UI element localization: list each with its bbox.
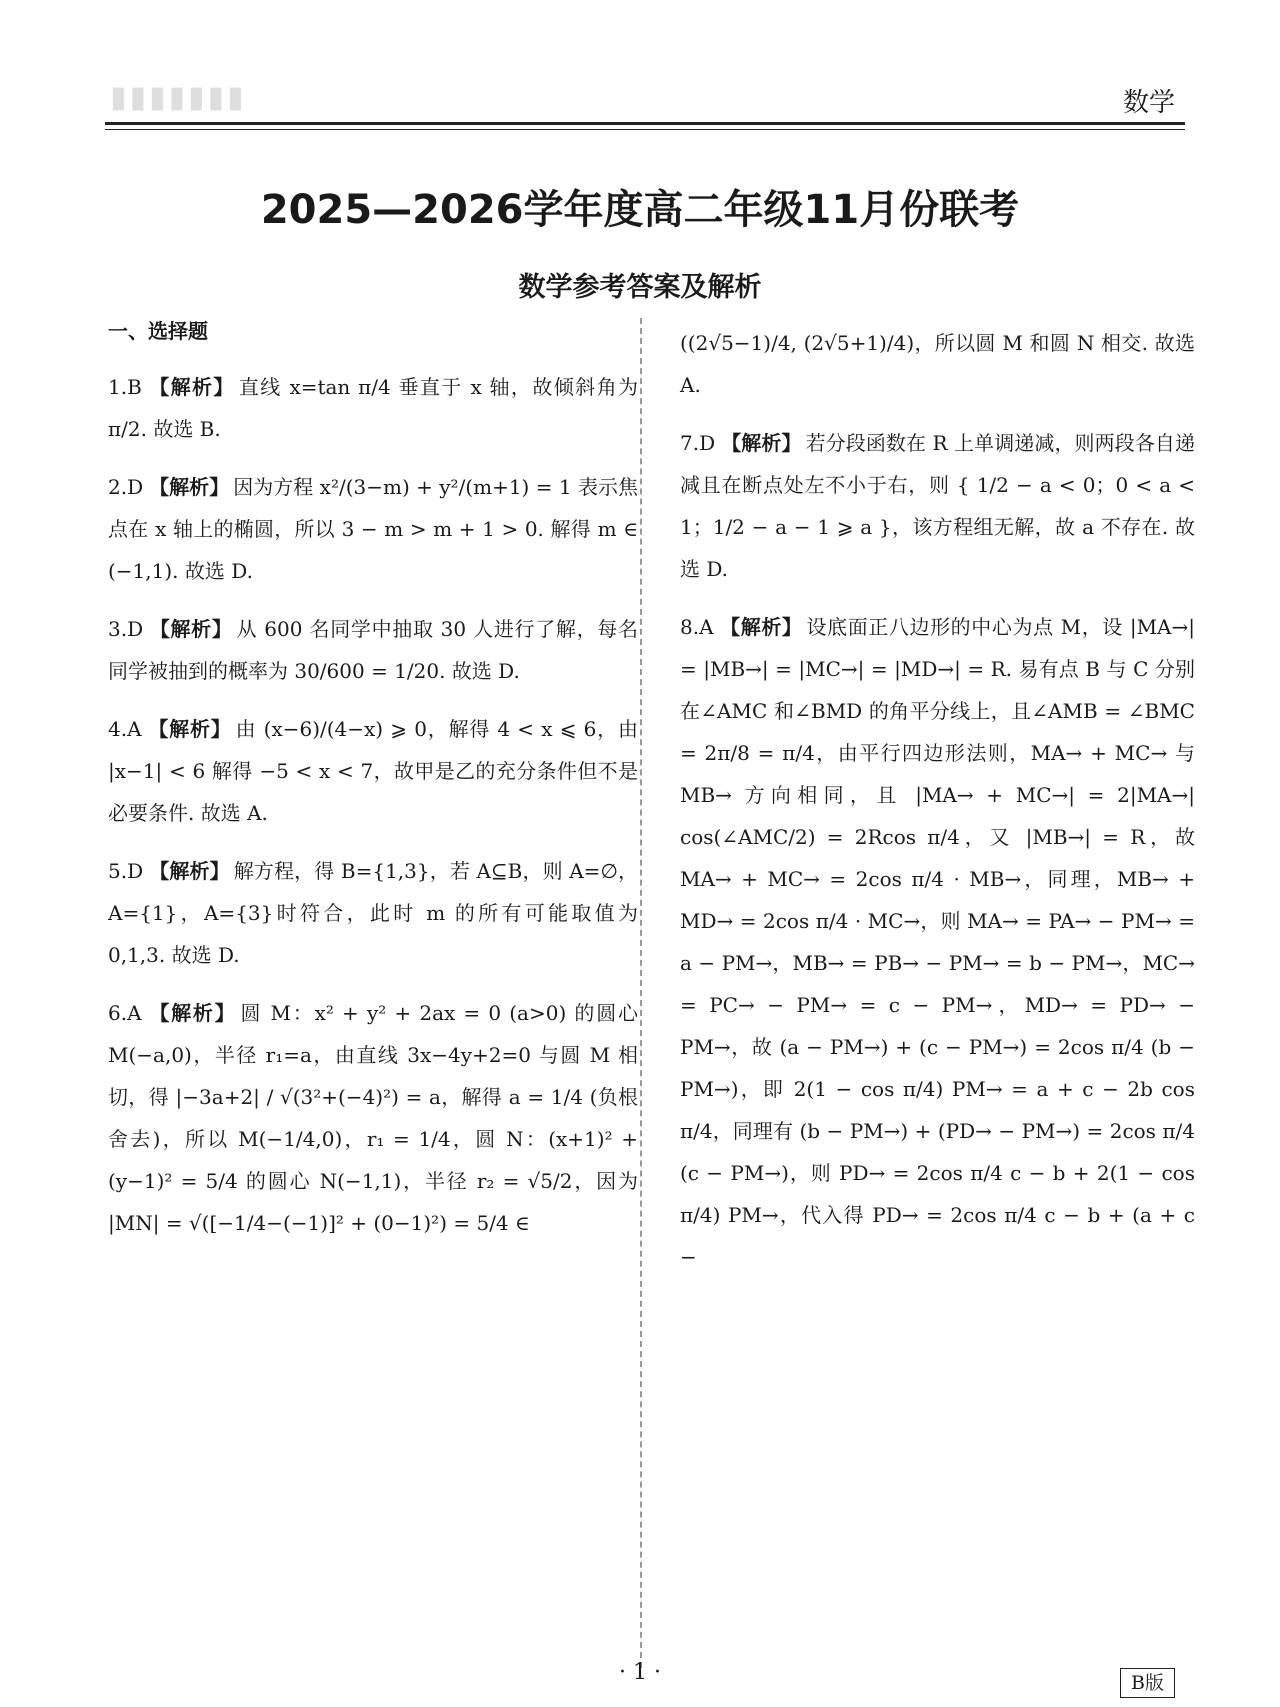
- answer-item-8: [680, 606, 1195, 1278]
- answer-text: 由 (x−6)/(4−x) ⩾ 0，解得 4 < x ⩽ 6，由 |x−1| < 6 解得 −5 < x < 7，故甲是乙的充分条件但不是必要条件. 故选 A.: [108, 717, 639, 825]
- header-rule-thin: [105, 129, 1185, 130]
- answer-text: ((2√5−1)/4, (2√5+1)/4)，所以圆 M 和圆 N 相交. 故选 A.: [680, 331, 1195, 397]
- answer-item-1: [108, 366, 638, 450]
- answer-text: 从 600 名同学中抽取 30 人进行了解，每名同学被抽到的概率为 30/600 = 1/20. 故选 D.: [108, 617, 638, 683]
- answer-item-2: [108, 466, 638, 592]
- answer-number: 4.A: [108, 717, 142, 741]
- analysis-tag: 【解析】: [149, 475, 230, 499]
- answer-item-6: [108, 992, 638, 1244]
- answer-number: 5.D: [108, 859, 144, 883]
- analysis-tag: 【解析】: [147, 717, 232, 741]
- left-column: [108, 310, 638, 1260]
- answer-text: 若分段函数在 R 上单调递减，则两段各自递减且在断点处左不小于右，则 { 1/2 − a < 0；0 < a < 1；1/2 − a − 1 ⩾ a }，该方程组无解，故 a 不存在. 故选 D.: [680, 431, 1195, 581]
- answer-item-3: [108, 608, 638, 692]
- analysis-tag: 【解析】: [149, 859, 230, 883]
- subject-label: 数学: [1122, 88, 1175, 118]
- answer-text: 设底面正八边形的中心为点 M，设 |MA→| = |MB→| = |MC→| = |MD→| = R. 易有点 B 与 C 分别在∠AMC 和∠BMD 的角平分线上，且∠AMB = ∠BMC = 2π/8 = π/4，由平行四边形法则，MA→ + MC→ 与 MB→ 方向相同，且 |MA→ + MC→| = 2|MA→| cos(∠AMC/2) = 2Rcos π/4，又 |MB→| = R，故 MA→ + MC→ = 2cos π/4 · MB→，同理，MB→ + MD→ = 2cos π/4 · MC→，则 MA→ = PA→ − PM→ = a − PM→，MB→ = PB→ − PM→ = b − PM→，MC→ = PC→ − PM→ = c − PM→，MD→ = PD→ − PM→，故 (a − PM→) + (c − PM→) = 2cos π/4 (b − PM→)，即 2(1 − cos π/4) PM→ = a + c − 2b cos π/4，同理有 (b − PM→) + (PD→ − PM→) = 2cos π/4 (c − PM→)，则 PD→ = 2cos π/4 c − b + 2(1 − cos π/4) PM→，代入得 PD→ = 2cos π/4 c − b + (a + c −: [680, 615, 1195, 1269]
- answer-item-4: [108, 708, 638, 834]
- answer-text: 因为方程 x²/(3−m) + y²/(m+1) = 1 表示焦点在 x 轴上的椭圆，所以 3 − m > m + 1 > 0. 解得 m ∈ (−1,1). 故选 D.: [108, 475, 638, 583]
- answer-item-7: [680, 422, 1195, 590]
- analysis-tag: 【解析】: [149, 617, 233, 641]
- answer-item-5: [108, 850, 638, 976]
- analysis-tag: 【解析】: [147, 375, 235, 399]
- answer-text: 解方程，得 B={1,3}，若 A⊆B，则 A=∅，A={1}，A={3}时符合，此时 m 的所有可能取值为 0,1,3. 故选 D.: [108, 859, 638, 967]
- answer-number: 6.A: [108, 1001, 142, 1025]
- answer-number: 1.B: [108, 375, 142, 399]
- header-rule-thick: [105, 122, 1185, 125]
- answer-text: 圆 M：x² + y² + 2ax = 0 (a>0) 的圆心 M(−a,0)，半径 r₁=a，由直线 3x−4y+2=0 与圆 M 相切，得 |−3a+2| / √(3²+(−4)²) = a，解得 a = 1/4 (负根舍去)，所以 M(−1/4,0)，r₁ = 1/4，圆 N：(x+1)² + (y−1)² = 5/4 的圆心 N(−1,1)，半径 r₂ = √5/2，因为 |MN| = √([−1/4−(−1)]² + (0−1)²) = 5/4 ∈: [108, 1001, 639, 1235]
- page-title: 2025—2026学年度高二年级11月份联考: [260, 187, 1020, 233]
- analysis-tag: 【解析】: [721, 431, 802, 455]
- page-number: · 1 ·: [619, 1660, 661, 1685]
- watermark: ▮▮▮▮▮▮▮: [110, 80, 247, 115]
- page-subtitle: 数学参考答案及解析: [518, 272, 762, 303]
- right-column: [680, 322, 1195, 1294]
- answer-text: 直线 x=tan π/4 垂直于 x 轴，故倾斜角为 π/2. 故选 B.: [108, 375, 638, 441]
- edition-badge: B版: [1120, 1668, 1175, 1698]
- answer-number: 2.D: [108, 475, 144, 499]
- column-divider: [640, 318, 642, 1668]
- analysis-tag: 【解析】: [719, 615, 803, 639]
- answer-number: 3.D: [108, 617, 144, 641]
- section-heading: 一、选择题: [108, 319, 208, 343]
- answer-number: 8.A: [680, 615, 714, 639]
- answer-number: 7.D: [680, 431, 716, 455]
- answer-item-6-continued: [680, 322, 1195, 406]
- analysis-tag: 【解析】: [147, 1001, 237, 1025]
